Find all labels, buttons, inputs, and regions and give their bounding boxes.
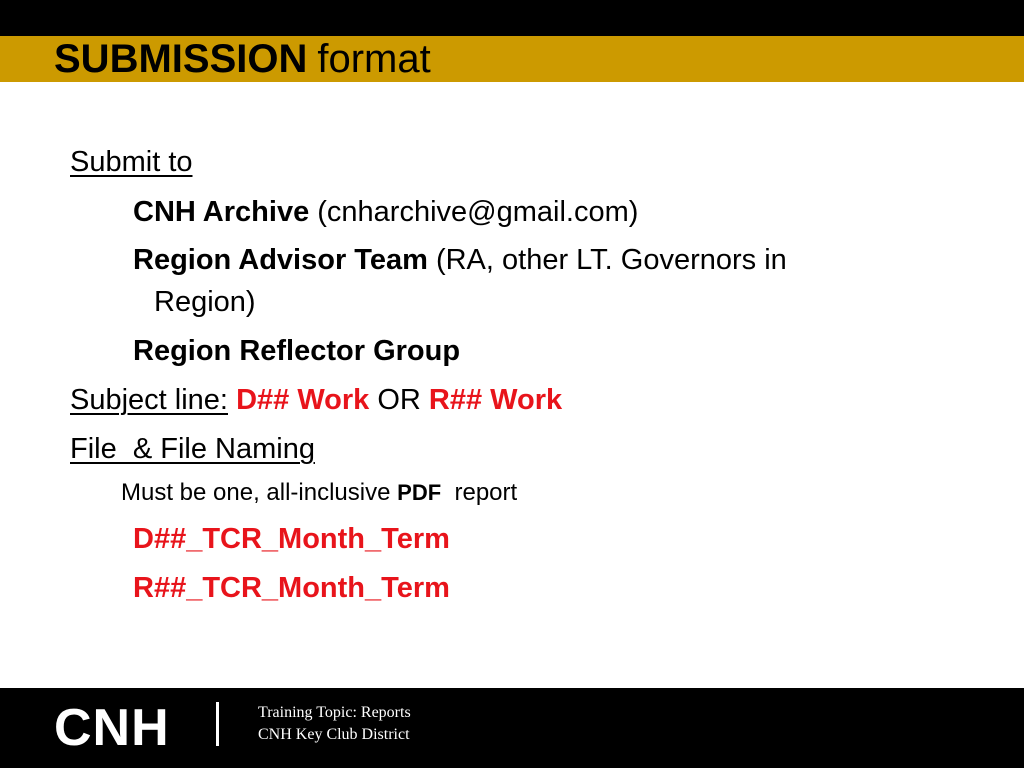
slide-title — [54, 37, 431, 81]
region-advisor-detail-2: Region) — [154, 286, 256, 318]
title-bold: SUBMISSION — [54, 37, 308, 81]
d-filename: D##_TCR_Month_Term — [133, 523, 450, 555]
pdf-requirement-prefix: Must be one, all-inclusive — [121, 479, 391, 506]
cnh-archive-email: (cnharchive@gmail.com) — [317, 196, 639, 228]
footer-topic: Training Topic: Reports — [258, 704, 411, 721]
footer-district: CNH Key Club District — [258, 726, 410, 743]
pdf-label: PDF — [397, 480, 442, 505]
subject-or: OR — [377, 384, 421, 416]
logo-divider — [216, 702, 219, 746]
cnh-archive-label: CNH Archive — [133, 196, 310, 228]
subject-line-label: Subject line: — [70, 384, 228, 416]
region-advisor-detail-1: (RA, other LT. Governors in — [435, 244, 787, 276]
file-naming-heading: File & File Naming — [70, 433, 315, 465]
region-advisor-label: Region Advisor Team — [133, 244, 428, 276]
top-black-bar — [0, 0, 1024, 36]
subject-r-work: R## Work — [428, 384, 563, 416]
pdf-requirement — [121, 478, 517, 508]
pdf-requirement-suffix: report — [454, 479, 518, 506]
r-filename: R##_TCR_Month_Term — [133, 572, 450, 604]
region-advisor-item — [133, 243, 787, 277]
subject-d-work: D## Work — [236, 384, 370, 416]
cnh-archive-item — [133, 195, 638, 229]
title-light: format — [317, 37, 431, 81]
subject-line — [70, 383, 562, 417]
region-reflector-item: Region Reflector Group — [133, 335, 461, 367]
cnh-logo: CNH — [54, 699, 170, 757]
submit-to-heading: Submit to — [70, 146, 193, 178]
